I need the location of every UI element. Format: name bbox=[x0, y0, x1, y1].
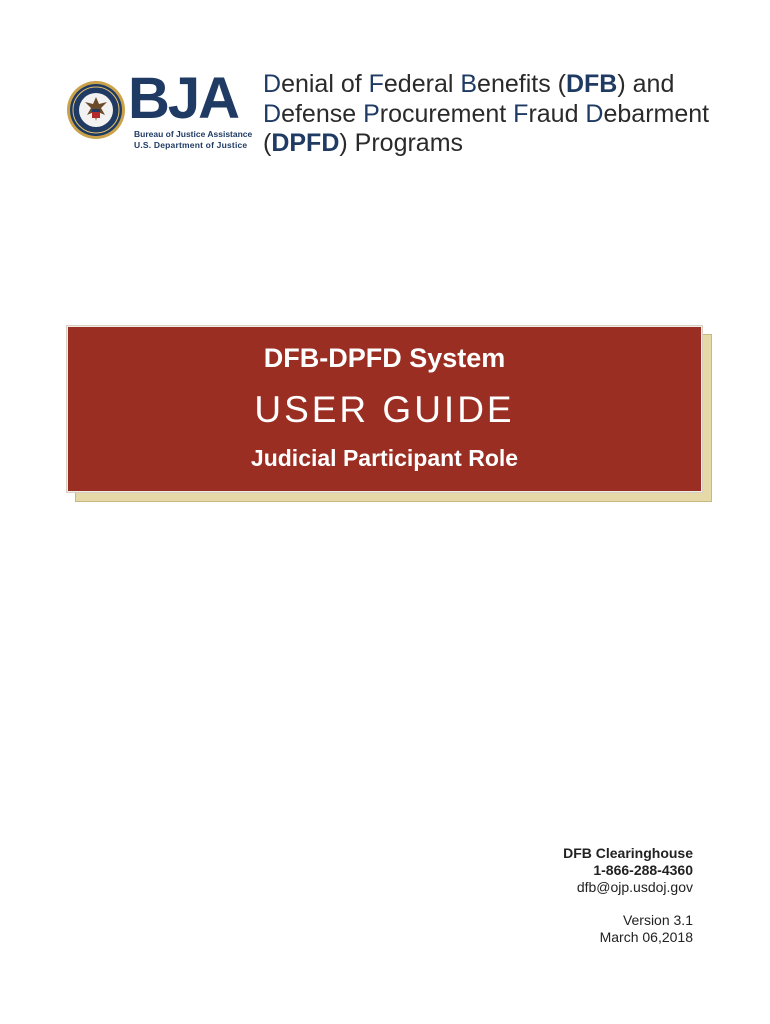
title-initial: P bbox=[363, 99, 380, 128]
cover-banner bbox=[67, 326, 712, 502]
document-title bbox=[263, 70, 743, 159]
bja-subtitle-department: U.S. Department of Justice bbox=[134, 140, 248, 150]
title-initial: D bbox=[263, 99, 282, 128]
bja-letters: BJA bbox=[128, 66, 239, 131]
title-text: raud bbox=[528, 99, 586, 128]
title-text: ebarment bbox=[603, 99, 710, 128]
doj-seal-icon bbox=[66, 80, 126, 140]
title-text: ) Programs bbox=[339, 129, 464, 157]
title-initial: B bbox=[460, 70, 478, 98]
banner-panel bbox=[67, 326, 702, 492]
version-date: March 06,2018 bbox=[599, 929, 693, 945]
contact-block bbox=[393, 845, 693, 946]
title-line-3 bbox=[263, 129, 743, 159]
title-text: efense bbox=[281, 99, 364, 128]
contact-phone: 1-866-288-4360 bbox=[593, 862, 693, 878]
contact-email: dfb@ojp.usdoj.gov bbox=[576, 879, 693, 895]
title-acronym-dpfd: DPFD bbox=[271, 129, 340, 157]
contact-name: DFB Clearinghouse bbox=[563, 845, 693, 861]
title-initial: F bbox=[368, 70, 384, 98]
title-text: ederal bbox=[383, 70, 461, 98]
title-text: enial of bbox=[281, 70, 369, 98]
title-initial: D bbox=[263, 70, 282, 98]
banner-guide-title: USER GUIDE bbox=[254, 389, 515, 430]
title-text: enefits ( bbox=[477, 70, 566, 98]
title-line-1 bbox=[263, 70, 743, 100]
banner-system-name: DFB-DPFD System bbox=[263, 343, 506, 373]
title-initial: F bbox=[513, 99, 529, 128]
bja-logo bbox=[66, 66, 253, 152]
title-acronym-dfb: DFB bbox=[565, 70, 618, 98]
title-line-2 bbox=[263, 100, 743, 130]
contact-gap bbox=[393, 896, 693, 912]
title-text: ( bbox=[263, 129, 272, 157]
banner-role: Judicial Participant Role bbox=[250, 445, 519, 471]
title-text: ) and bbox=[617, 70, 675, 98]
title-text: rocurement bbox=[379, 99, 514, 128]
version-label: Version 3.1 bbox=[622, 912, 693, 928]
bja-subtitle-bureau: Bureau of Justice Assistance bbox=[134, 129, 253, 139]
title-initial: D bbox=[585, 99, 604, 128]
